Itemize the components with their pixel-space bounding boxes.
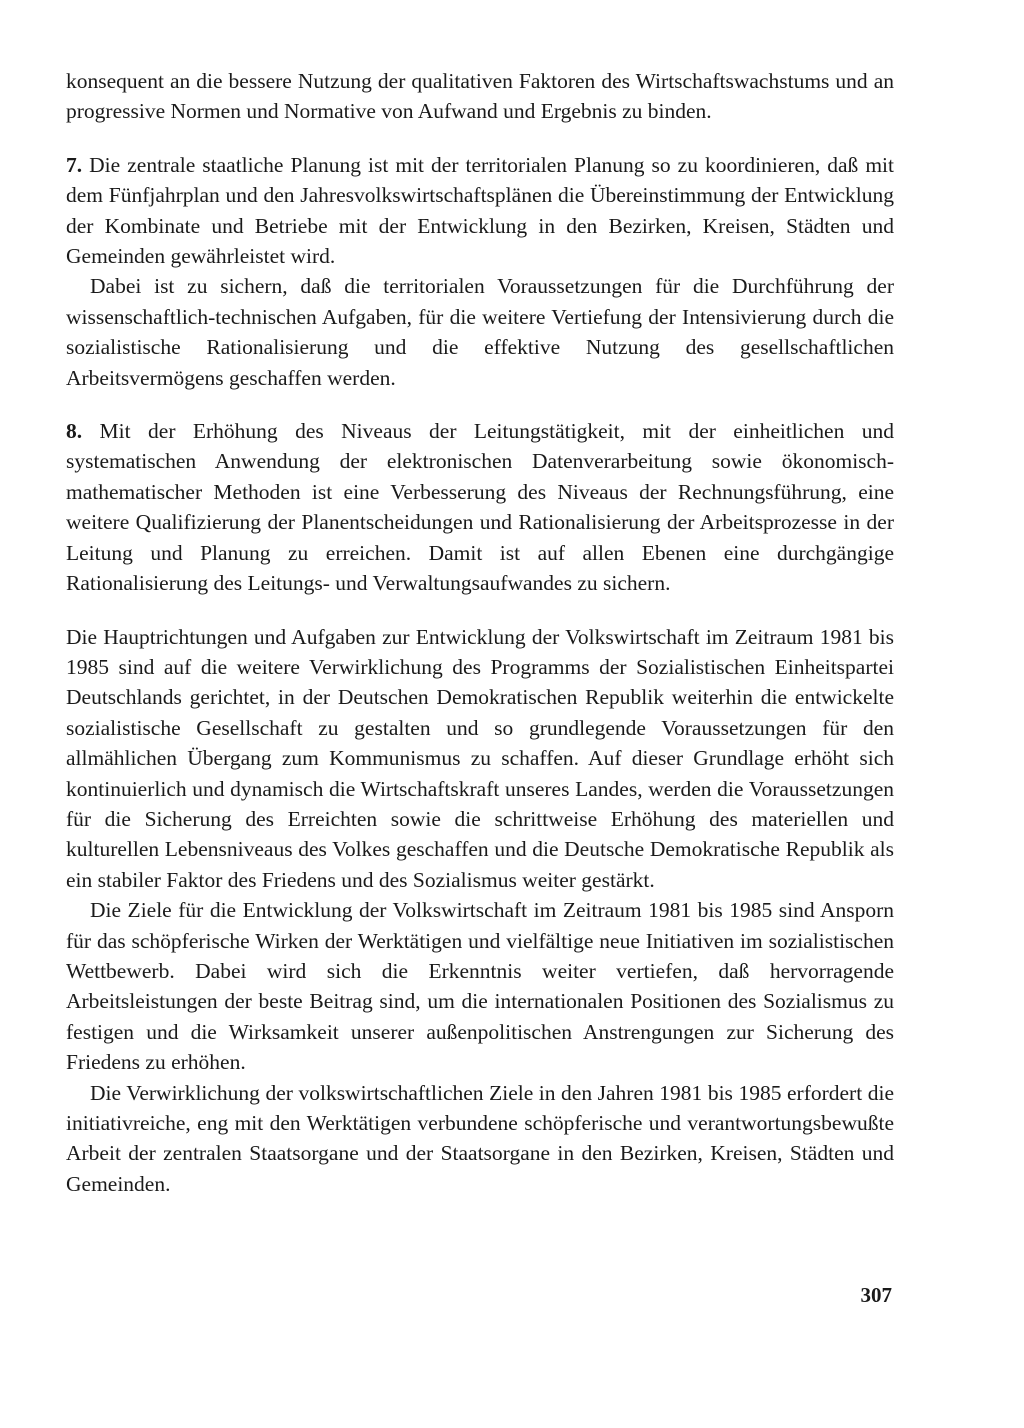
paragraph-item-8 [66, 416, 894, 598]
document-page [66, 66, 894, 1199]
paragraph-text: Mit der Erhöhung des Niveaus der Leitungstätigkeit, mit der einheitlichen und systematischen Anwendung der elektronischen Datenverarbeitung sowie ökonomisch-mathematischer Methoden ist eine Verbesserung des Niveaus der Rechnungsführung, eine weitere Qualifizierung der Planentscheidungen und Rationalisierung der Arbeitsprozesse in der Leitung und Planung zu erreichen. Damit ist auf allen Ebenen eine durchgängige Rationalisierung des Leitungs- und Verwaltungsaufwandes zu sichern. [66, 419, 895, 596]
item-number: 8. [66, 419, 83, 444]
paragraph-verwirklichung: Die Verwirklichung der volkswirtschaftlichen Ziele in den Jahren 1981 bis 1985 erfordert die initiativreiche, eng mit den Werktätigen verbundene schöpferische und verantwortungsbewußte Arbeit der zentralen Staatsorgane und der Staatsorgane in den Bezirken, Kreisen, Städten und Gemeinden. [66, 1080, 894, 1196]
paragraph-ziele: Die Ziele für die Entwicklung der Volkswirtschaft im Zeitraum 1981 bis 1985 sind Ansporn für das schöpferische Wirken der Werktätigen und vielfältige neue Initiativen im sozialistischen Wettbewerb. Dabei wird sich die Erkenntnis weiter vertiefen, daß hervorragende Arbeitsleistungen der beste Beitrag sind, um die internationalen Positionen des Sozialismus zu festigen und die Wirksamkeit unserer außenpolitischen Anstrengungen zur Sicherung des Friedens zu erhöhen. [66, 898, 894, 1075]
paragraph-text: Die zentrale staatliche Planung ist mit der territorialen Planung so zu koordinieren, daß mit dem Fünfjahrplan und den Jahresvolkswirtschaftsplänen die Übereinstimmung der Entwicklung der Kombinate und Betriebe mit der Entwicklung in den Bezirken, Kreisen, Städten und Gemeinden gewährleistet wird. [66, 152, 894, 269]
page-number: 307 [860, 1283, 892, 1307]
paragraph-item-7 [66, 150, 894, 272]
paragraph-hauptrichtungen: Die Hauptrichtungen und Aufgaben zur Entwicklung der Volkswirtschaft im Zeitraum 1981 bis 1985 sind auf die weitere Verwirklichung des Programms der Sozialistischen Einheitspartei Deutschlands gerichtet, in der Deutschen Demokratischen Republik weiterhin die entwickelte sozialistische Gesellschaft zu gestalten und so grundlegende Voraussetzungen für den allmählichen Übergang zum Kommunismus zu schaffen. Auf dieser Grundlage erhöht sich kontinuierlich und dynamisch die Wirtschaftskraft unseres Landes, werden die Voraussetzungen für die Sicherung des Erreichten sowie die schrittweise Erhöhung des materiellen und kulturellen Lebensniveaus des Volkes geschaffen und die Deutsche Demokratische Republik als ein stabiler Faktor des Friedens und des Sozialismus weiter gestärkt. [66, 624, 894, 892]
item-number: 7. [66, 152, 83, 177]
paragraph-continuation: konsequent an die bessere Nutzung der qualitativen Faktoren des Wirtschaftswachstums und an progressive Normen und Normative von Aufwand und Ergebnis zu binden. [66, 69, 894, 124]
paragraph-territorial: Dabei ist zu sichern, daß die territorialen Voraussetzungen für die Durchführung der wissenschaftlich-technischen Aufgaben, für die weitere Vertiefung der Intensivierung durch die sozialistische Rationalisierung und die effektive Nutzung des gesellschaftlichen Arbeitsvermögens geschaffen werden. [66, 274, 894, 390]
